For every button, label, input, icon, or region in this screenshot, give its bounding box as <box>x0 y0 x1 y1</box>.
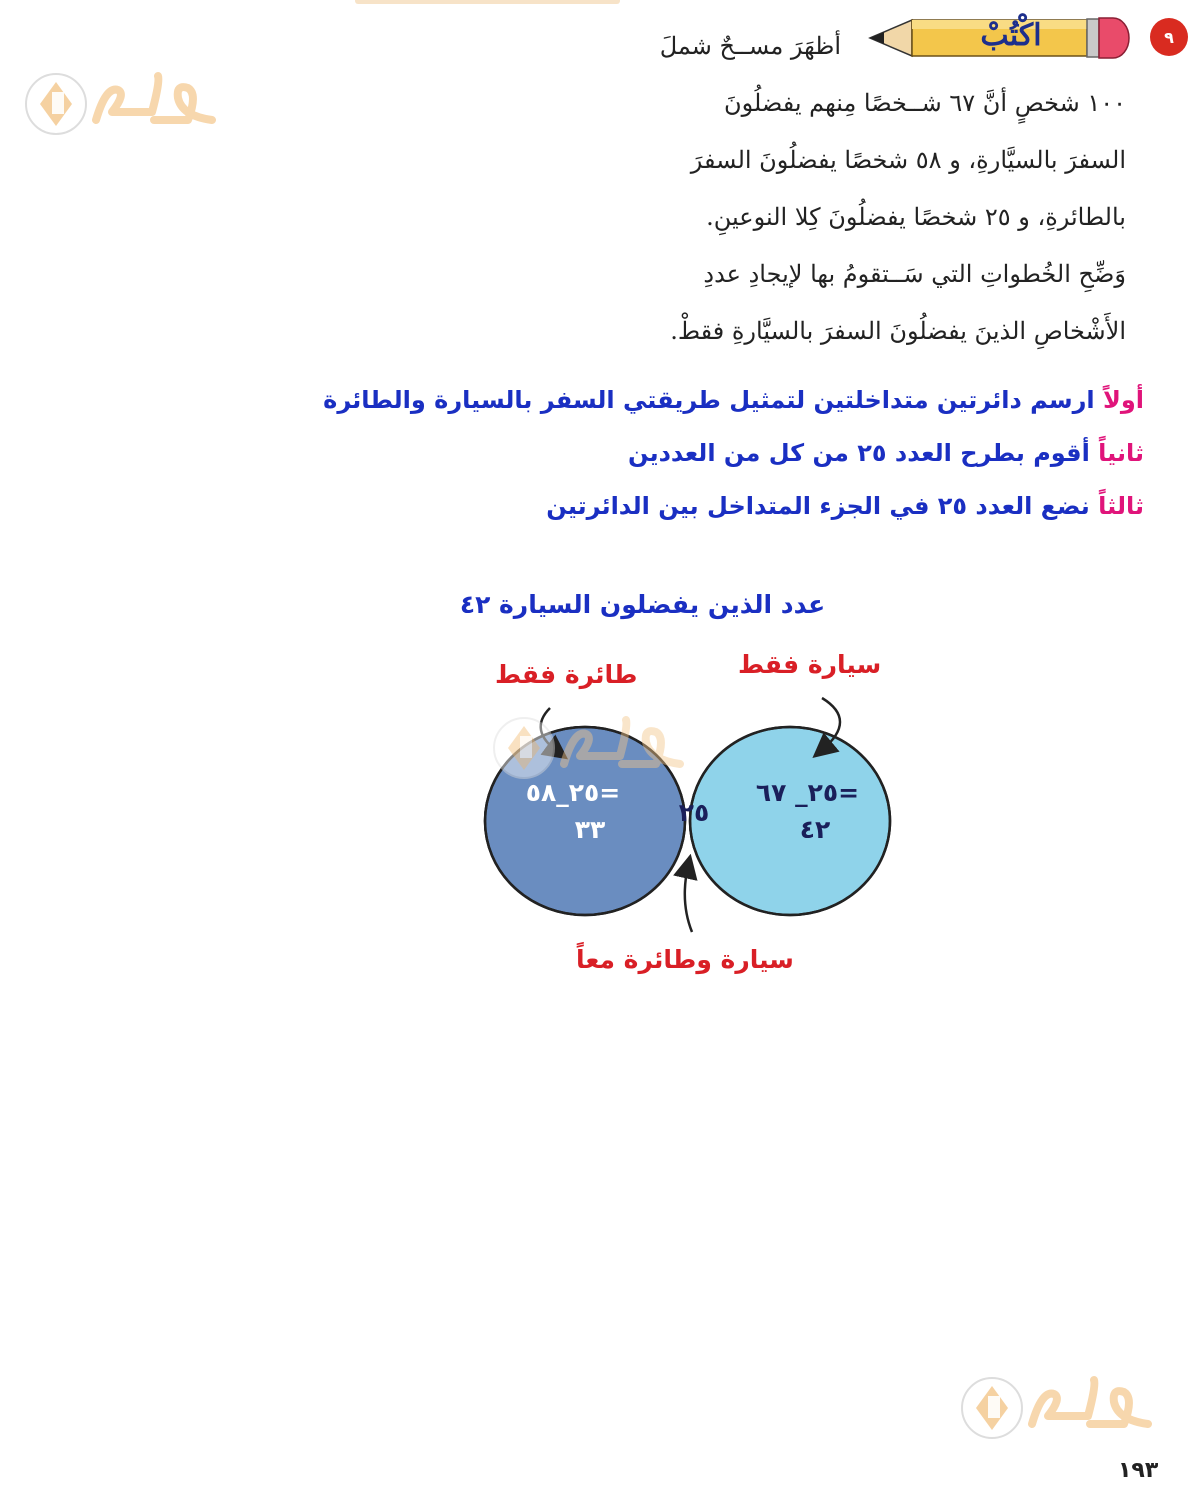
watermark-logo <box>492 712 692 784</box>
problem-line: بالطائرةِ، و ٢٥ شخصًا يفضلُونَ كِلا النوعينِ. <box>706 203 1126 231</box>
step-2 <box>264 427 1144 480</box>
car-only-expression: =٢٥_ ٦٧ <box>755 778 860 807</box>
write-label: اكْتُبْ <box>980 18 1042 53</box>
label-plane-only: طائرة فقط <box>495 660 638 689</box>
step-ordinal: ثالثاً <box>1098 492 1144 520</box>
step-1 <box>264 374 1144 427</box>
exercise-number-badge: ٩ <box>1150 18 1188 56</box>
problem-line: وَضِّحِ الخُطواتِ التي سَــتقومُ بها لإيجادِ عددِ <box>703 260 1126 288</box>
step-3 <box>264 480 1144 533</box>
top-decoration-strip <box>355 0 620 4</box>
step-text: ارسم دائرتين متداخلتين لتمثيل طريقتي السفر بالسيارة والطائرة <box>323 386 1095 414</box>
problem-line: السفرَ بالسيَّارةِ، و ٥٨ شخصًا يفضلُونَ السفرَ <box>690 146 1126 174</box>
step-ordinal: ثانياً <box>1098 439 1144 467</box>
label-car-only: سيارة فقط <box>738 650 882 679</box>
plane-only-result: ٣٣ <box>574 815 606 844</box>
venn-title: عدد الذين يفضلون السيارة ٤٢ <box>459 590 826 619</box>
step-text: نضع العدد ٢٥ في الجزء المتداخل بين الدائرتين <box>546 492 1090 520</box>
arrow-both <box>685 866 692 932</box>
problem-line: الأَشْخاصِ الذينَ يفضلُونَ السفرَ بالسيَّارةِ فقطْ. <box>670 317 1126 345</box>
watermark-logo <box>960 1372 1160 1444</box>
both-value: ٢٥ <box>678 798 710 827</box>
problem-line: ١٠٠ شخصٍ أنَّ ٦٧ شــخصًا مِنهم يفضلُونَ <box>723 89 1126 117</box>
watermark-logo <box>24 68 224 140</box>
step-text: أقوم بطرح العدد ٢٥ من كل من العددين <box>627 439 1090 467</box>
solution-steps <box>264 374 1144 533</box>
car-only-result: ٤٢ <box>799 815 831 844</box>
problem-line: أظهَرَ مســحٌ شملَ <box>659 32 841 60</box>
page-number: ١٩٣ <box>1118 1458 1159 1483</box>
label-both: سيارة وطائرة معاً <box>576 945 794 974</box>
step-ordinal: أولاً <box>1102 386 1144 414</box>
problem-text <box>631 18 1126 360</box>
plane-only-expression: =٢٥_٥٨ <box>525 778 621 807</box>
